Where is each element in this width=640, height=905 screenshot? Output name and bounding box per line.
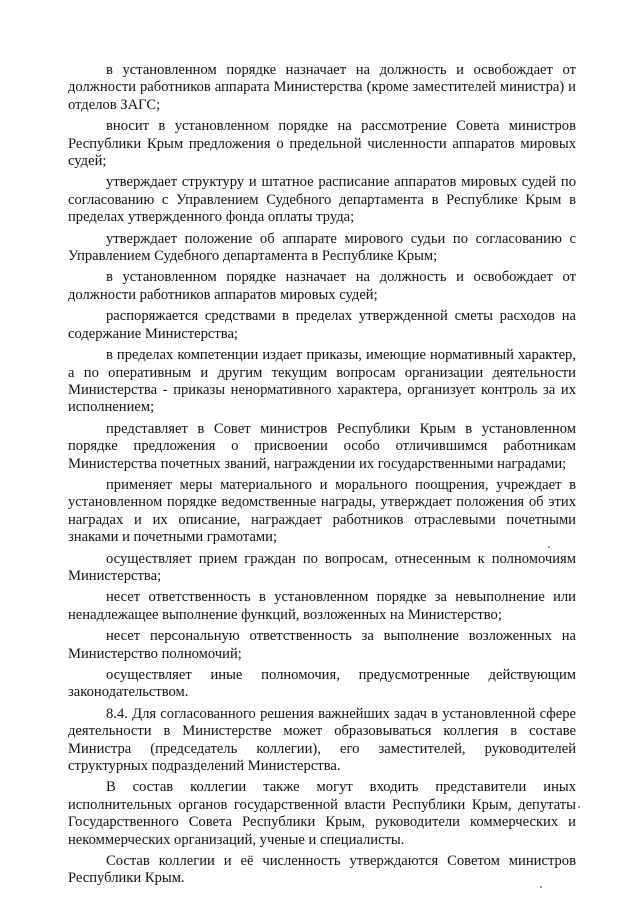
paragraph-manage-funds: распоряжается средствами в пределах утвержденной сметы расходов на содержание Министерства; <box>68 308 576 342</box>
paragraph-approve-regulation: утверждает положение об аппарате мирового судьи по согласованию с Управлением Судебного департамента в Республике Крым; <box>68 230 576 265</box>
scan-speck <box>548 546 550 548</box>
paragraph-award-proposals: представляет в Совет министров Республики Крым в установленном порядке предложения о присвоении особо отличившимся работникам Министерства почетных званий, награждении их государственными наградами; <box>68 420 576 472</box>
paragraph-issue-orders: в пределах компетенции издает приказы, имеющие нормативный характер, а по оперативным и другим текущим вопросам организации деятельности Министерства - приказы ненормативного характера, организует контроль за их исполнением; <box>68 347 576 416</box>
paragraph-other-powers: осуществляет иные полномочия, предусмотренные действующим законодательством. <box>68 667 576 701</box>
paragraph-incentives: применяет меры материального и морального поощрения, учреждает в установленном порядке ведомственные награды, утверждает положения об этих наградах и их описание, награждает работников отраслевыми почетными знаками и почетными грамотами; <box>68 476 576 546</box>
paragraph-citizen-reception: осуществляет прием граждан по вопросам, отнесенным к полномочиям Министерства; <box>68 550 576 584</box>
scan-speck <box>540 886 542 888</box>
paragraph-personal-responsibility: несет персональную ответственность за выполнение возложенных на Министерство полномочий; <box>68 628 576 662</box>
scan-speck <box>578 806 580 808</box>
paragraph-board-members: В состав коллегии также могут входить представители иных исполнительных органов государственной власти Республики Крым, депутаты Государственного Совета Республики Крым, руководители коммерческих и некоммерческих организаций, ученые и специалисты. <box>68 779 576 848</box>
paragraph-responsibility: несет ответственность в установленном порядке за невыполнение или ненадлежащее выполнение функций, возложенных на Министерство; <box>68 589 576 623</box>
paragraph-approve-structure: утверждает структуру и штатное расписание аппаратов мировых судей по согласованию с Управлением Судебного департамента в Республике Крым в пределах утвержденного фонда оплаты труда; <box>68 174 576 226</box>
paragraph-appoint-court-staff: в установленном порядке назначает на должность и освобождает от должности работников аппаратов мировых судей; <box>68 269 576 303</box>
paragraph-submit-proposals: вносит в установленном порядке на рассмотрение Совета министров Республики Крым предложения о предельной численности аппаратов мировых судей; <box>68 118 576 170</box>
paragraph-appoint-ministry-staff: в установленном порядке назначает на должность и освобождает от должности работников аппарата Министерства (кроме заместителей министра) и отделов ЗАГС; <box>68 62 576 113</box>
paragraph-board-composition: Состав коллегии и её численность утверждаются Советом министров Республики Крым. <box>68 853 576 887</box>
document-body <box>68 62 576 892</box>
paragraph-section-8-4: 8.4. Для согласованного решения важнейших задач в установленной сфере деятельности в Министерстве может образовываться коллегия в составе Министра (председатель коллегии), его заместителей, руководителей структурных подразделений Министерства. <box>68 705 576 775</box>
